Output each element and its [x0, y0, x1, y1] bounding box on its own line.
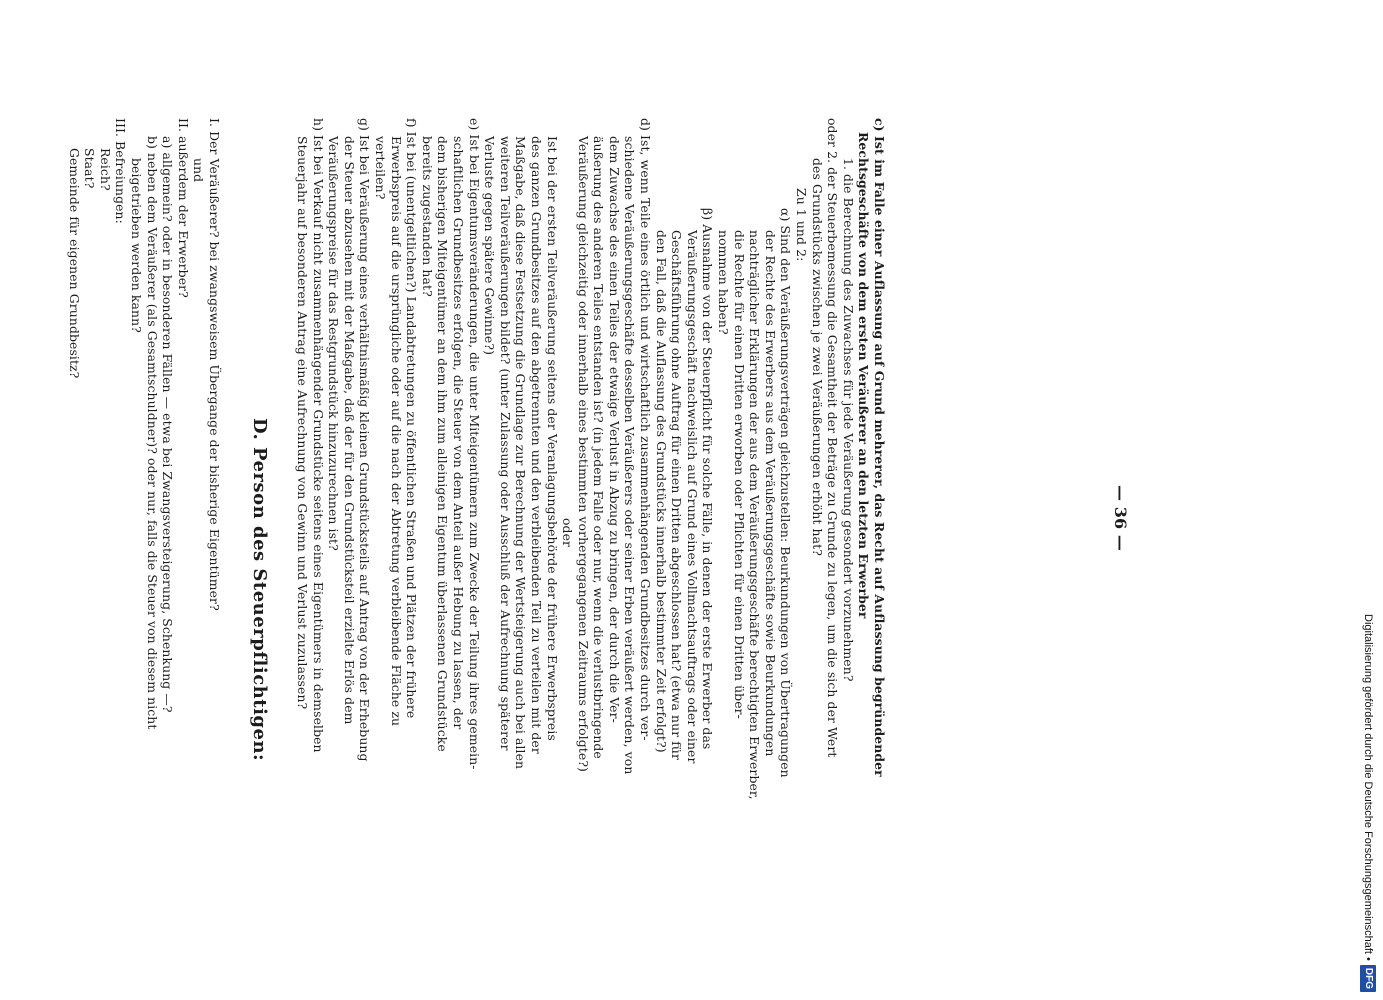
text-line: nachträglicher Erklärungen der aus dem Veräußerungsgeschäfte berechtigten Erwerber, — [747, 230, 763, 800]
text-line: β) Ausnahme von der Steuerpflicht für solche Fälle, in denen der erste Erwerber das — [700, 208, 716, 750]
text-line: äußerung des anderen Teiles entstanden ist? (in jedem Falle oder nur, wenn die verlustbringende — [591, 136, 607, 759]
section-line: Staat? — [82, 148, 98, 189]
section-text — [66, 118, 222, 948]
text-line: nommen haben? — [716, 230, 732, 335]
text-line: des Grundstücks zwischen je zwei Veräußerungen erhöht hat? — [809, 158, 825, 556]
text-line: des ganzen Grundbesitzes auf den abgetrennten und den verbleibenden Teil zu verteilen mit der — [528, 136, 544, 754]
text-line: f) Ist bei (unentgeltlichen?) Landabtretungen zu öffentlichen Straßen und Plätzen der frühere — [404, 118, 420, 719]
text-line: e) Ist bei Eigentumsveränderungen, die unter Miteigentümern zum Zwecke der Teilung ihres gemein- — [466, 118, 482, 770]
section-line: Gemeinde für eigenen Grundbesitz? — [66, 148, 82, 379]
text-line: dem bisherigen Miteigentümer an dem ihm zum alleinigen Eigentum überlassenen Grundstücke — [435, 136, 451, 752]
text-line: die Rechte für einen Dritten erworben oder Pflichten für einen Dritten über- — [731, 230, 747, 719]
text-line: Geschäftsführung ohne Auftrag für einen Dritten abgeschlossen hat? (etwa nur für — [669, 230, 685, 761]
text-line: der Rechte des Erwerbers aus dem Veräußerungsgeschäfte sowie Beurkundungen — [762, 230, 778, 757]
digitization-credit — [1357, 8, 1379, 992]
section-line: Reich? — [97, 148, 113, 191]
text-line: Erwerbspreis auf die ursprüngliche oder auf die nach der Abtretung verbleibende Fläche zu — [388, 136, 404, 727]
section-line: und — [191, 158, 207, 183]
section-line: beigetrieben werden kann? — [129, 158, 145, 333]
text-line: Ist bei der ersten Teilveräußerung seitens der Veranlagungsbehörde der frühere Erwerbspreis — [544, 136, 560, 741]
text-line: bereits zugestanden hat? — [419, 136, 435, 297]
text-line: weiteren Teilveräußerungen bildet? (unter Zulassung oder Ausschluß der Aufrechnung späterer — [497, 136, 513, 751]
section-line: I. Der Veräußerer? bei zwangsweisem Übergange der bisherige Eigentümer? — [207, 118, 222, 611]
text-line: 1. die Berechnung des Zuwachses für jede Veräußerung gesondert vorzunehmen? — [840, 158, 856, 682]
credit-text: Digitalisierung gefördert durch die Deutsche Forschungsgemeinschaft • — [1362, 614, 1374, 961]
text-line: Verluste gegen spätere Gewinne?) — [482, 136, 498, 356]
rotated-page — [66, 118, 1130, 948]
text-line: Veräußerungsgeschäft nachweislich auf Grund eines Vollmachtsauftrags oder einer — [684, 230, 700, 764]
text-line: der Steuer abzusehen mit der Maßgabe, daß der für den Grundstücksteil erzielte Erlös dem — [341, 136, 357, 725]
text-line: Veräußerungspreise für das Restgrundstück hinzuzurechnen ist? — [326, 136, 342, 551]
section-line: a) allgemein? oder in besonderen Fällen — etwa bei Zwangsversteigerung, Schenkung —? — [160, 136, 176, 713]
section-heading: D. Person des Steuerpflichtigen: — [249, 418, 270, 762]
text-line: oder — [560, 518, 576, 548]
text-line: α) Sind den Veräußerungsverträgen gleichzustellen: Beurkundungen von Übertragungen — [778, 208, 794, 778]
text-line: Maßgabe, daß diese Festsetzung die Grundlage zur Berechnung der Wertsteigerung auch bei allen — [513, 136, 529, 770]
dfg-logo-icon: DFG — [1360, 965, 1376, 992]
text-line: schiedene Veräußerungsgeschäfte desselben Veräußerers oder seiner Erben veräußert werden, von — [622, 136, 638, 775]
text-line: Steuerjahr auf besonderen Antrag eine Aufrechnung von Gewinn und Verlust zuzulassen? — [295, 136, 311, 710]
text-line: schaftlichen Grundbesitzes erfolgen, die Steuer von dem Anteil außer Hebung zu lassen, der — [450, 136, 466, 730]
text-line: d) Ist, wenn Teile eines örtlich und wirtschaftlich zusammenhängenden Grundbesitzes durch ver- — [638, 118, 654, 741]
text-line: Rechtsgeschäfte von dem ersten Veräußerer an den letzten Erwerber — [856, 132, 872, 619]
section-line: II. außerdem der Erwerber? — [175, 118, 191, 298]
section-line: b) neben dem Veräußerer (als Gesamtschuldner)? oder nur, falls die Steuer von diesem nicht — [144, 136, 160, 730]
body-text — [294, 118, 887, 948]
section-line: III. Befreiungen: — [113, 118, 129, 224]
text-line: oder 2. der Steuerbemessung die Gesamtheit der Beträge zu Grunde zu legen, um die sich der Wert — [825, 118, 841, 758]
text-line: g) Ist bei Veräußerung eines verhältnismäßig kleinen Grundstücksteils auf Antrag von der Erhebung — [357, 118, 373, 762]
page-number: — 36 — — [1111, 484, 1130, 551]
text-line: dem Zuwachse des einen Teiles der etwaige Verlust in Abzug zu bringen, der durch die Ver- — [606, 136, 622, 723]
text-line: verteilen? — [373, 136, 388, 200]
text-line: den Fall, daß die Auflassung des Grundstücks innerhalb bestimmter Zeit erfolgt?) — [653, 230, 669, 753]
text-line: c) Ist im Falle einer Auflassung auf Grund mehrerer, das Recht auf Auflassung begründender — [872, 118, 887, 777]
text-line: Veräußerung gleichzeitig oder innerhalb eines bestimmten vorhergegangenen Zeitraums erfolgte?) — [575, 136, 591, 772]
text-line: Zu 1 und 2: — [794, 188, 810, 262]
text-line: h) Ist bei Verkauf nicht zusammenhängender Grundstücke seitens eines Eigentümers in demselben — [310, 118, 326, 753]
